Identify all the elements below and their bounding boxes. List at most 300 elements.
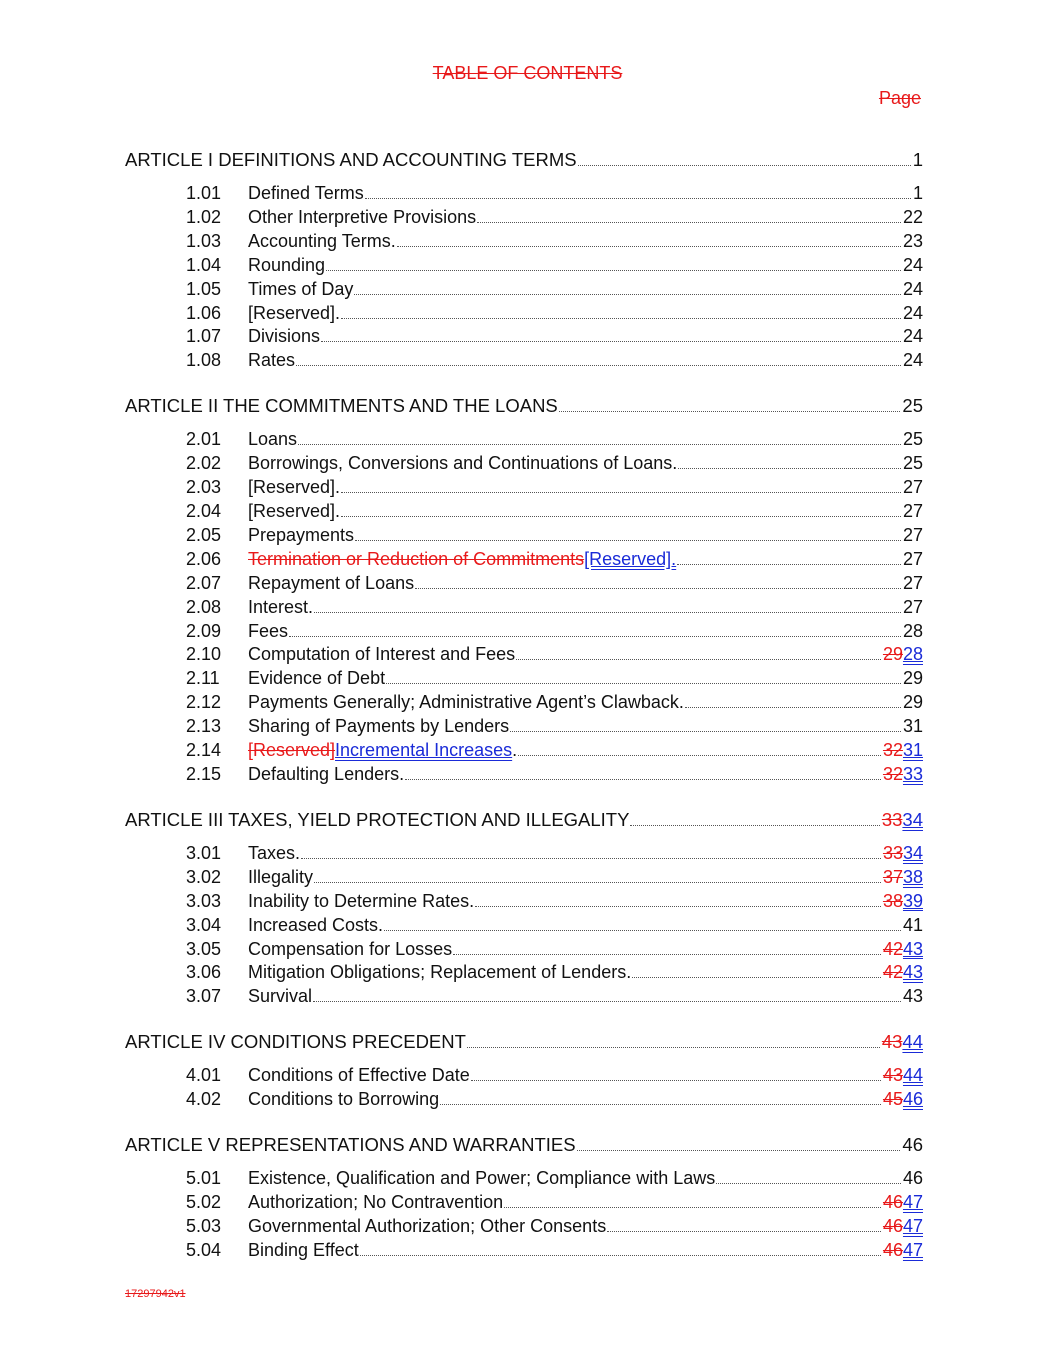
page-number <box>903 668 923 689</box>
title-text: Payments Generally; Administrative Agent’s Clawback. <box>248 692 684 713</box>
inserted-page-number: 39 <box>902 890 923 911</box>
page-number <box>903 716 923 737</box>
toc-section-entry[interactable] <box>0 764 1055 788</box>
toc-section-entry[interactable] <box>0 453 1055 477</box>
page-number <box>903 549 923 570</box>
page-number-value: 27 <box>902 596 923 617</box>
dot-leader <box>360 1255 881 1256</box>
title-text: Rates <box>248 350 296 371</box>
entry-title-row <box>248 939 923 960</box>
title-text: Binding Effect <box>248 1239 359 1260</box>
deleted-page-number: 32 <box>882 740 903 760</box>
dot-leader <box>341 318 901 319</box>
page-number <box>903 350 923 371</box>
entry-title-row <box>248 477 923 498</box>
page-number-value: 46 <box>902 1134 923 1156</box>
title-text: Accounting Terms. <box>248 230 396 251</box>
inserted-page-number: 43 <box>902 938 923 959</box>
dot-leader <box>415 588 901 589</box>
entry-title-row <box>248 573 923 594</box>
inserted-page-number: 33 <box>902 763 923 784</box>
entry-title <box>248 1216 606 1237</box>
deleted-page-number: 43 <box>882 1065 903 1086</box>
entry-title-row <box>248 621 923 642</box>
title-text: Compensation for Losses <box>248 938 453 959</box>
entry-title <box>248 962 631 983</box>
dot-leader <box>321 341 901 342</box>
entry-title <box>248 891 474 912</box>
dot-leader <box>355 540 901 541</box>
toc-section-entry[interactable] <box>0 350 1055 374</box>
deleted-page-number: 46 <box>882 1239 903 1260</box>
title-text: Mitigation Obligations; Replacement of Lenders. <box>248 962 632 983</box>
page-number-value: 41 <box>902 914 923 935</box>
page-number <box>913 183 923 204</box>
toc-article-entry[interactable] <box>0 1134 1055 1158</box>
dot-leader <box>365 198 911 199</box>
page-number-value: 24 <box>902 350 923 371</box>
page-number-value: 25 <box>902 429 923 450</box>
entry-title-row <box>125 149 923 171</box>
entry-title-row <box>248 1240 923 1261</box>
page-number-value: 22 <box>902 206 923 227</box>
page-number <box>903 692 923 713</box>
dot-leader <box>298 444 901 445</box>
inserted-page-number: 28 <box>902 644 923 665</box>
page-number <box>903 597 923 618</box>
title-text: ARTICLE V REPRESENTATIONS AND WARRANTIES <box>125 1134 576 1156</box>
inserted-page-number: 43 <box>902 962 923 983</box>
toc-section-entry[interactable] <box>0 549 1055 573</box>
toc-section-entry[interactable] <box>0 525 1055 549</box>
toc-section-entry[interactable] <box>0 279 1055 303</box>
page-number <box>902 395 923 417</box>
section-number: 3.05 <box>186 938 222 959</box>
toc-section-entry[interactable] <box>0 1089 1055 1113</box>
page-number-value: 25 <box>902 395 923 417</box>
entry-title-row <box>248 986 923 1007</box>
title-text: Defined Terms <box>248 183 364 203</box>
inserted-page-number: 31 <box>902 740 923 760</box>
entry-title-row <box>248 1089 923 1110</box>
deleted-page-number: 46 <box>882 1192 903 1213</box>
entry-title-row <box>248 525 923 546</box>
section-number: 4.01 <box>186 1065 222 1086</box>
entry-title-row <box>248 915 923 936</box>
toc-section-entry[interactable] <box>0 255 1055 279</box>
title-text: Rounding <box>248 254 326 275</box>
dot-leader <box>516 659 881 660</box>
entry-title <box>248 501 340 522</box>
section-number: 5.01 <box>186 1168 222 1189</box>
page-number <box>883 843 923 864</box>
deleted-page-number: 29 <box>882 644 903 665</box>
page-number-value: 1 <box>912 149 923 170</box>
toc-section-entry[interactable] <box>0 1192 1055 1216</box>
section-number: 3.03 <box>186 890 222 911</box>
dot-leader <box>397 246 901 247</box>
entry-title-row <box>248 231 923 252</box>
section-number: 1.06 <box>186 302 222 323</box>
toc-section-entry[interactable] <box>0 891 1055 915</box>
section-number: 5.02 <box>186 1192 222 1213</box>
toc-section-entry[interactable] <box>0 692 1055 716</box>
section-number: 2.13 <box>186 716 222 737</box>
section-number: 2.03 <box>186 477 222 498</box>
section-number: 2.14 <box>186 740 222 760</box>
entry-title-row <box>248 255 923 276</box>
toc-article-entry[interactable] <box>0 395 1055 419</box>
section-number: 2.10 <box>186 644 222 665</box>
page-number <box>903 255 923 276</box>
page-number-value: 27 <box>902 572 923 593</box>
inserted-text: Incremental Increases <box>335 740 513 760</box>
entry-title <box>248 255 325 276</box>
page-number <box>903 279 923 300</box>
title-text: Loans <box>248 429 298 450</box>
page-number <box>903 231 923 252</box>
inserted-page-number: 34 <box>902 808 923 830</box>
entry-title-row <box>125 1031 923 1053</box>
section-number: 2.02 <box>186 453 222 474</box>
entry-title <box>248 867 313 888</box>
section-number: 2.01 <box>186 429 222 450</box>
section-number: 2.06 <box>186 548 222 569</box>
page-number <box>903 501 923 522</box>
page-column-label: Page <box>878 88 921 108</box>
page-number-value: 24 <box>902 326 923 347</box>
page-number <box>903 621 923 642</box>
section-number: 3.01 <box>186 842 222 863</box>
page-number <box>903 453 923 474</box>
entry-title <box>248 986 312 1007</box>
entry-title-row <box>248 303 923 324</box>
entry-title-row <box>248 501 923 522</box>
toc-section-entry[interactable] <box>0 867 1055 891</box>
page-number <box>903 915 923 936</box>
entry-title-row <box>125 809 923 831</box>
title-text: Evidence of Debt <box>248 668 386 689</box>
deleted-page-number: 46 <box>882 1216 903 1236</box>
entry-title-row <box>248 1168 923 1189</box>
page-number-value: 43 <box>902 986 923 1007</box>
inserted-page-number: 47 <box>902 1216 923 1236</box>
entry-title-row <box>248 429 923 450</box>
dot-leader <box>559 411 901 412</box>
page-number-value: 25 <box>902 453 923 474</box>
entry-title-row <box>248 891 923 912</box>
entry-title <box>248 303 340 324</box>
dot-leader <box>510 731 901 732</box>
entry-title <box>248 231 396 252</box>
entry-title-row <box>248 350 923 371</box>
toc-section-entry[interactable] <box>0 986 1055 1010</box>
deleted-page-number: 32 <box>882 763 903 784</box>
page-number <box>903 573 923 594</box>
toc-section-entry[interactable] <box>0 573 1055 597</box>
entry-title-row <box>248 1216 923 1237</box>
entry-title <box>248 1240 359 1261</box>
dot-leader <box>405 779 881 780</box>
toc-section-entry[interactable] <box>0 429 1055 453</box>
deleted-page-number: 33 <box>882 842 903 863</box>
toc-section-entry[interactable] <box>0 303 1055 327</box>
title-text: Times of Day <box>248 278 354 299</box>
entry-title <box>248 477 340 498</box>
section-number: 3.02 <box>186 866 222 887</box>
toc-article-entry[interactable] <box>0 149 1055 173</box>
entry-title <box>248 207 476 228</box>
page-number-value: 24 <box>902 278 923 299</box>
dot-leader <box>504 1207 881 1208</box>
toc-section-entry[interactable] <box>0 501 1055 525</box>
toc-section-entry[interactable] <box>0 231 1055 255</box>
section-number: 5.03 <box>186 1216 222 1236</box>
title-text: Conditions to Borrowing <box>248 1089 440 1110</box>
deleted-page-number: 42 <box>882 938 903 959</box>
entry-title-row <box>248 453 923 474</box>
entry-title <box>248 668 385 689</box>
toc-section-entry[interactable] <box>0 716 1055 740</box>
title-text: . <box>512 740 518 760</box>
page-number <box>883 1192 923 1213</box>
inserted-page-number: 44 <box>902 1031 923 1053</box>
entry-title-row <box>125 395 923 417</box>
inserted-text: [Reserved]. <box>584 548 677 569</box>
toc-article-entry[interactable] <box>0 809 1055 833</box>
entry-title <box>248 939 452 960</box>
entry-title <box>248 621 288 642</box>
toc-section-entry[interactable] <box>0 1216 1055 1240</box>
title-text: Repayment of Loans <box>248 572 415 593</box>
toc-article-entry[interactable] <box>0 1031 1055 1055</box>
dot-leader <box>440 1104 881 1105</box>
toc-section-entry[interactable] <box>0 1168 1055 1192</box>
entry-title <box>248 716 509 737</box>
page-number-value: 27 <box>902 548 923 569</box>
dot-leader <box>301 858 881 859</box>
page-number-value: 27 <box>902 477 923 498</box>
page-number <box>903 303 923 324</box>
toc-section-entry[interactable] <box>0 740 1055 764</box>
toc-section-entry[interactable] <box>0 477 1055 501</box>
section-number: 2.15 <box>186 763 222 784</box>
entry-title-row <box>248 279 923 300</box>
title-text: Sharing of Payments by Lenders <box>248 716 510 737</box>
entry-title <box>248 453 677 474</box>
dot-leader <box>471 1080 881 1081</box>
title-text: Prepayments <box>248 524 355 545</box>
entry-title <box>248 429 297 450</box>
page-number-value: 24 <box>902 302 923 323</box>
dot-leader <box>289 636 901 637</box>
inserted-page-number: 47 <box>902 1239 923 1260</box>
toc-section-entry[interactable] <box>0 915 1055 939</box>
section-number: 3.07 <box>186 986 222 1007</box>
page-number <box>913 149 923 171</box>
section-number: 1.08 <box>186 350 222 371</box>
page-number <box>882 1031 923 1053</box>
dot-leader <box>716 1183 901 1184</box>
page-number <box>883 740 923 761</box>
page-number <box>903 525 923 546</box>
page-number-value: 1 <box>912 183 923 203</box>
entry-title <box>248 915 383 936</box>
entry-title <box>248 183 364 204</box>
page-number <box>902 1134 923 1156</box>
entry-title-row <box>248 692 923 713</box>
inserted-page-number: 34 <box>902 842 923 863</box>
entry-title-row <box>248 644 923 665</box>
entry-title <box>248 1192 503 1213</box>
entry-title-row <box>248 1065 923 1086</box>
toc-section-entry[interactable] <box>0 843 1055 867</box>
page-number <box>883 644 923 665</box>
entry-title <box>125 149 577 171</box>
title-text: Conditions of Effective Date <box>248 1065 470 1086</box>
entry-title <box>248 1065 470 1086</box>
page-number <box>883 1089 923 1110</box>
page-number-value: 46 <box>902 1168 923 1189</box>
page-number <box>883 1065 923 1086</box>
entry-title <box>248 597 313 618</box>
dot-leader <box>314 882 881 883</box>
title-text: ARTICLE I DEFINITIONS AND ACCOUNTING TERMS <box>125 149 577 170</box>
dot-leader <box>386 683 901 684</box>
section-number: 2.08 <box>186 596 222 617</box>
toc-section-entry[interactable] <box>0 621 1055 645</box>
page-number <box>883 1216 923 1237</box>
section-number: 1.07 <box>186 326 222 347</box>
toc-section-entry[interactable] <box>0 326 1055 350</box>
toc-section-entry[interactable] <box>0 962 1055 986</box>
entry-title <box>125 1134 576 1156</box>
entry-title-row <box>248 962 923 983</box>
entry-title <box>248 549 676 570</box>
toc-section-entry[interactable] <box>0 939 1055 963</box>
page-number <box>903 477 923 498</box>
title-text: Existence, Qualification and Power; Compliance with Laws <box>248 1168 716 1189</box>
entry-title-row <box>125 1134 923 1156</box>
entry-title-row <box>248 183 923 204</box>
title-text: Fees <box>248 620 289 641</box>
toc-title: TABLE OF CONTENTS <box>432 63 623 83</box>
section-number: 1.02 <box>186 206 222 227</box>
entry-title <box>248 740 517 761</box>
entry-title-row <box>248 764 923 785</box>
toc-section-entry[interactable] <box>0 1240 1055 1264</box>
inserted-page-number: 38 <box>902 866 923 887</box>
entry-title <box>248 644 515 665</box>
toc-section-entry[interactable] <box>0 644 1055 668</box>
section-number: 1.04 <box>186 254 222 275</box>
dot-leader <box>518 755 881 756</box>
title-text: Survival <box>248 986 313 1007</box>
entry-title-row <box>248 1192 923 1213</box>
toc-section-entry[interactable] <box>0 183 1055 207</box>
entry-title <box>248 525 354 546</box>
section-number: 1.03 <box>186 230 222 251</box>
page-number <box>903 429 923 450</box>
page-number-value: 27 <box>902 524 923 545</box>
document-id: 17297942v1 <box>125 1288 186 1300</box>
page-number <box>882 809 923 831</box>
dot-leader <box>467 1047 880 1048</box>
title-text: Computation of Interest and Fees <box>248 644 516 665</box>
entry-title <box>248 326 320 347</box>
page-number-value: 29 <box>902 692 923 713</box>
dot-leader <box>296 365 901 366</box>
section-number: 2.05 <box>186 524 222 545</box>
page-number <box>883 764 923 785</box>
dot-leader <box>630 825 879 826</box>
dot-leader <box>677 564 901 565</box>
section-number: 1.05 <box>186 278 222 299</box>
entry-title <box>125 1031 466 1053</box>
page-number <box>903 326 923 347</box>
dot-leader <box>341 516 901 517</box>
page-number-value: 31 <box>902 716 923 737</box>
page-number-value: 28 <box>902 620 923 641</box>
page-number-value: 27 <box>902 501 923 521</box>
entry-title <box>248 279 353 300</box>
entry-title-row <box>248 207 923 228</box>
toc-section-entry[interactable] <box>0 597 1055 621</box>
entry-title-row <box>248 843 923 864</box>
inserted-page-number: 47 <box>902 1192 923 1213</box>
dot-leader <box>475 906 881 907</box>
dot-leader <box>578 165 911 166</box>
page-number <box>883 939 923 960</box>
section-number: 4.02 <box>186 1089 222 1110</box>
deleted-page-number: 38 <box>882 890 903 911</box>
entry-title <box>248 764 404 785</box>
page-number-value: 24 <box>902 254 923 275</box>
title-text: Divisions <box>248 326 321 347</box>
entry-title-row <box>248 668 923 689</box>
section-number: 2.04 <box>186 501 222 521</box>
dot-leader <box>341 492 901 493</box>
entry-title <box>125 395 558 417</box>
section-number: 2.07 <box>186 572 222 593</box>
title-text: Defaulting Lenders. <box>248 763 405 784</box>
section-number: 2.11 <box>186 668 220 689</box>
title-text: Inability to Determine Rates. <box>248 890 475 911</box>
section-number: 3.06 <box>186 962 222 983</box>
page-number-value: 29 <box>902 668 923 689</box>
dot-leader <box>632 977 881 978</box>
toc-section-entry[interactable] <box>0 207 1055 231</box>
section-number: 2.09 <box>186 620 222 641</box>
page-number <box>903 1168 923 1189</box>
dot-leader <box>354 294 901 295</box>
deleted-text: Termination or Reduction of Commitments <box>248 548 585 569</box>
entry-title-row <box>248 326 923 347</box>
deleted-page-number: 43 <box>881 1031 903 1053</box>
dot-leader <box>326 270 901 271</box>
title-text: Governmental Authorization; Other Consents <box>248 1216 607 1236</box>
dot-leader <box>577 1150 901 1151</box>
section-number: 3.04 <box>186 914 222 935</box>
title-text: Taxes. <box>248 842 301 863</box>
dot-leader <box>607 1231 881 1232</box>
title-text: Interest. <box>248 596 314 617</box>
toc-section-entry[interactable] <box>0 1065 1055 1089</box>
title-text: Borrowings, Conversions and Continuations of Loans. <box>248 453 678 474</box>
deleted-page-number: 37 <box>882 866 903 887</box>
dot-leader <box>685 707 901 708</box>
toc-section-entry[interactable] <box>0 668 1055 692</box>
